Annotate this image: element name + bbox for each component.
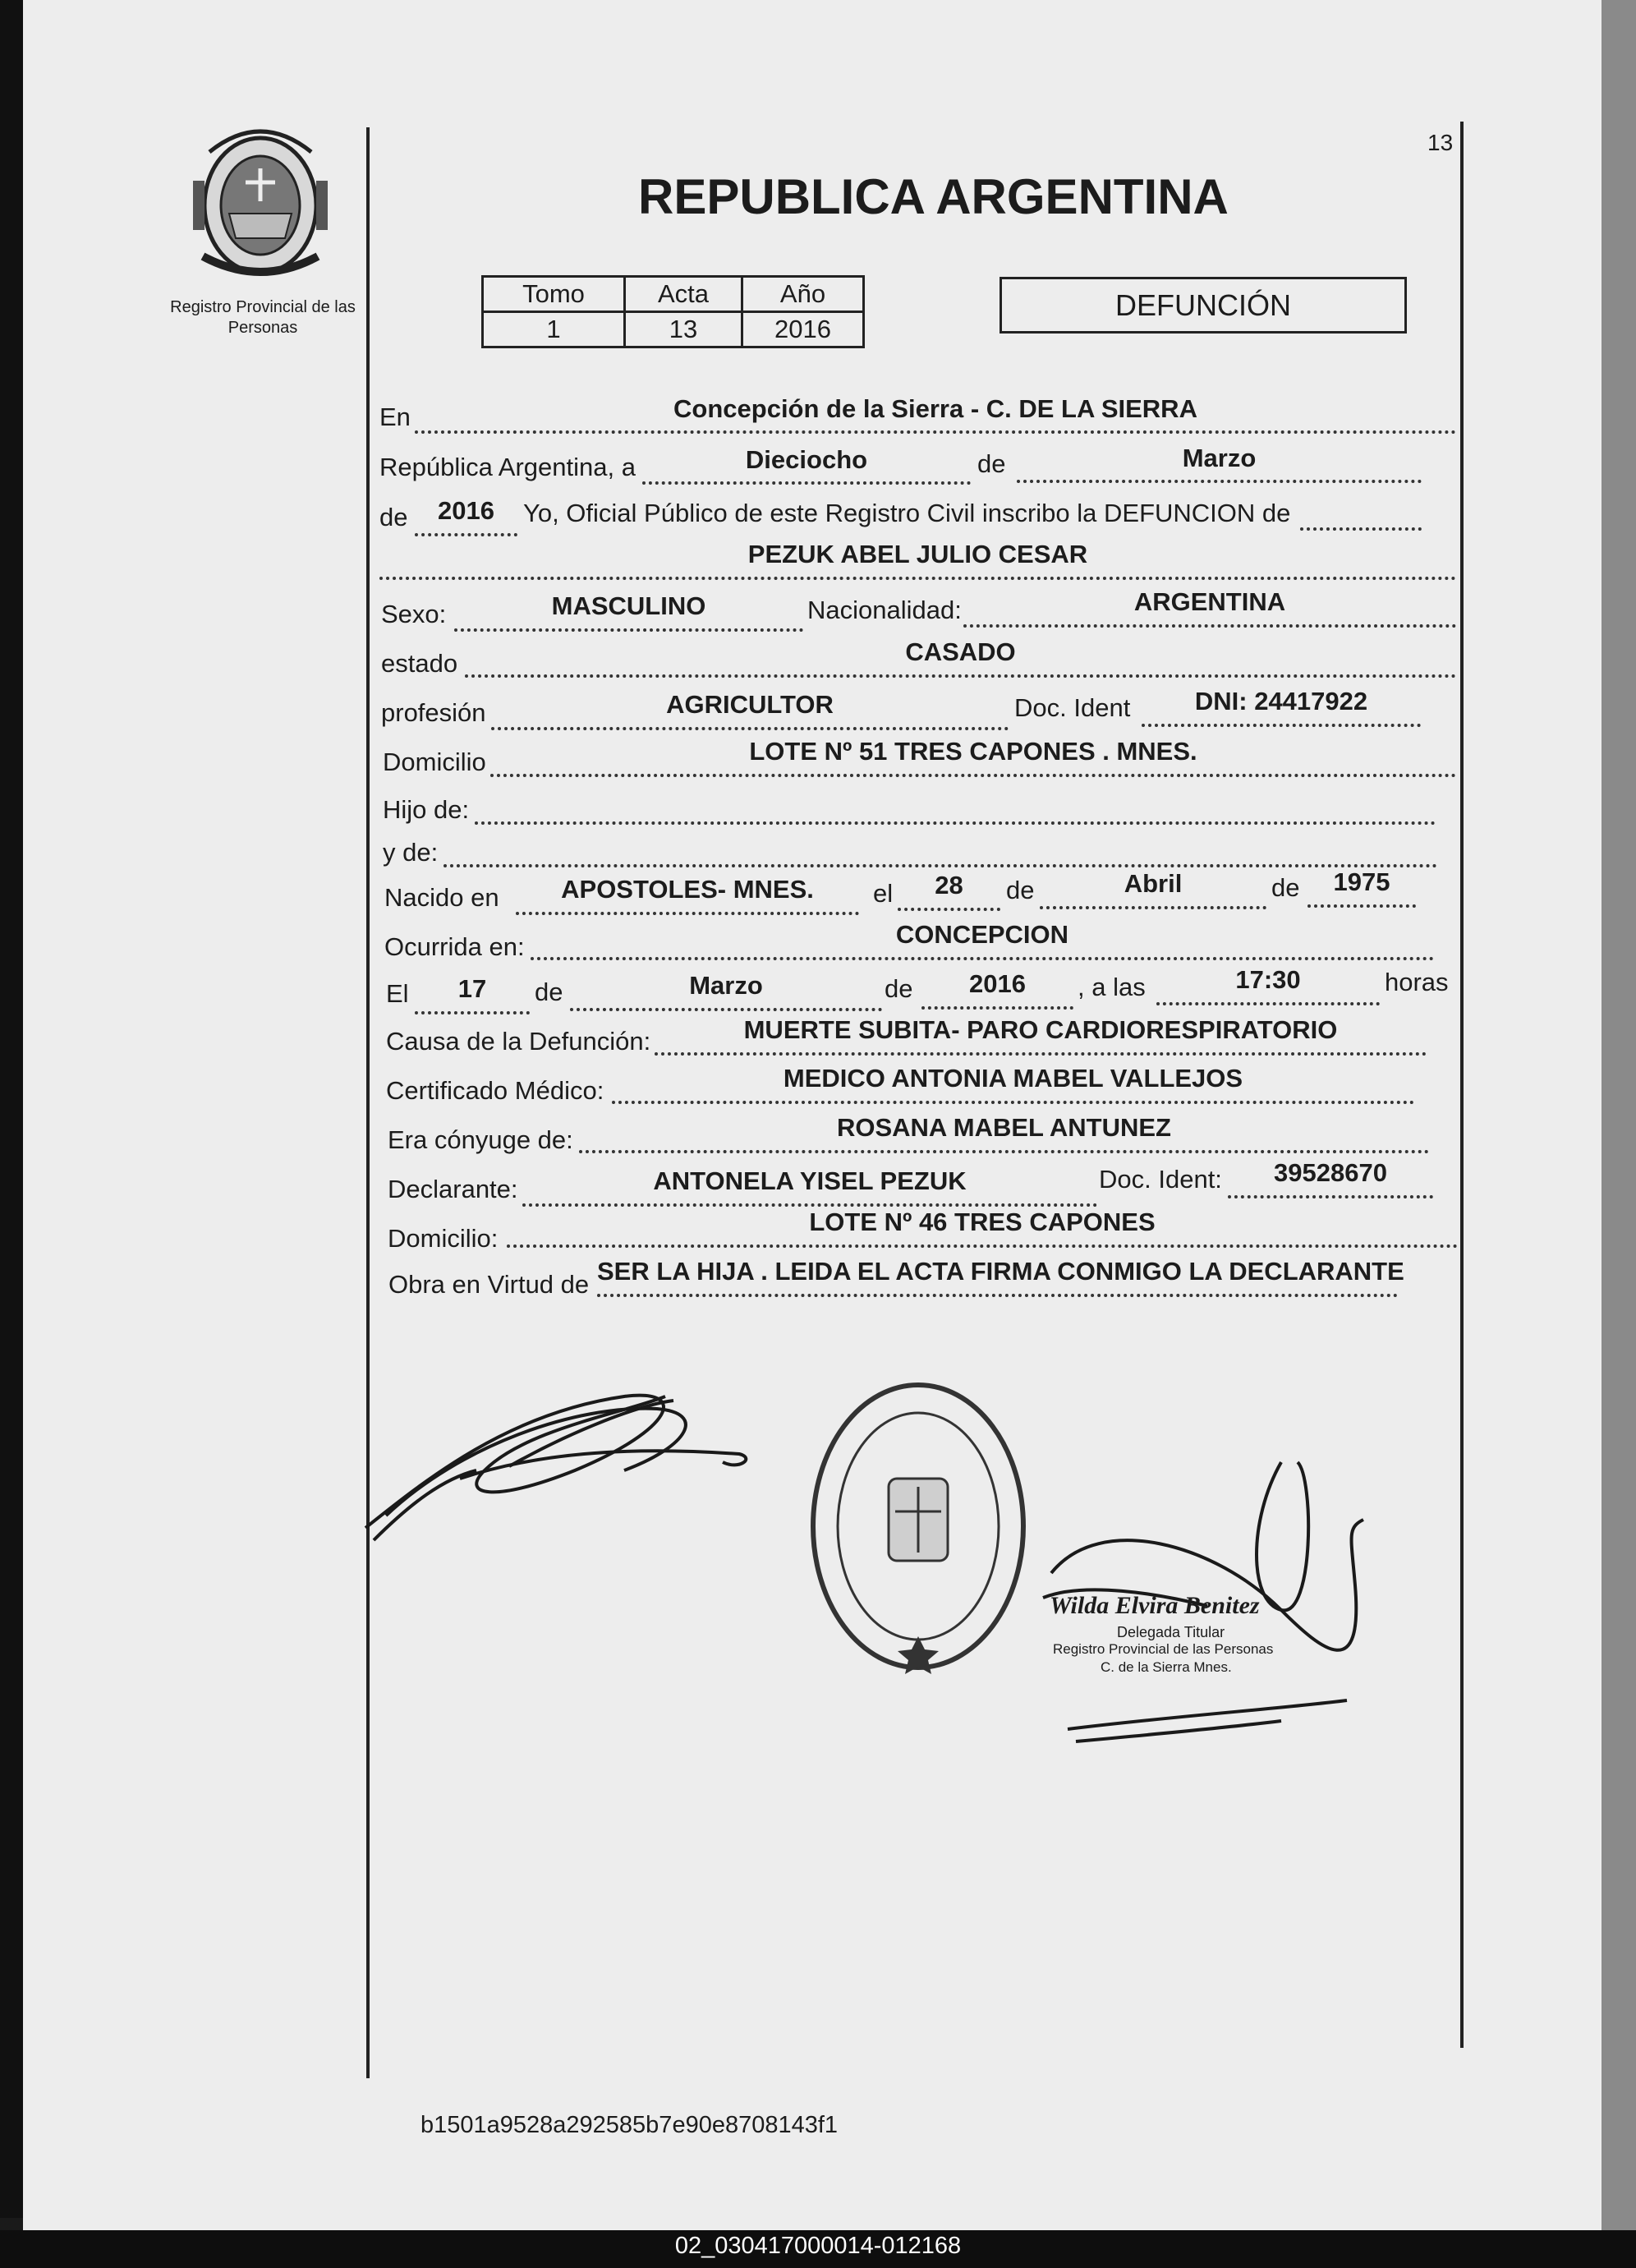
label-nacido-de2: de (1271, 873, 1300, 902)
page-number: 13 (1427, 130, 1454, 155)
value-declarante: ANTONELA YISEL PEZUK (522, 1166, 1097, 1207)
table-value-acta: 13 (625, 312, 742, 347)
table-value-anio: 2016 (742, 312, 864, 347)
value-domicilio-declarante: LOTE Nº 46 TRES CAPONES (507, 1208, 1458, 1248)
value-deceased-name: PEZUK ABEL JULIO CESAR (379, 540, 1456, 580)
label-en: En (379, 403, 411, 431)
label-domicilio: Domicilio (383, 748, 486, 776)
label-horas: horas (1385, 968, 1449, 996)
value-hora: 17:30 (1156, 965, 1380, 1005)
label-certificado: Certificado Médico: (386, 1076, 604, 1105)
value-doc-ident: DNI: 24417922 (1142, 687, 1421, 727)
record-type-box: DEFUNCIÓN (1000, 277, 1407, 334)
value-nacido-lugar: APOSTOLES- MNES. (516, 875, 859, 915)
value-en: Concepción de la Sierra - C. DE LA SIERRA (415, 394, 1456, 434)
label-anio: de (379, 503, 408, 531)
value-fecha-def-dia: 17 (415, 974, 530, 1014)
value-causa: MUERTE SUBITA- PARO CARDIORESPIRATORIO (655, 1015, 1427, 1056)
value-sexo: MASCULINO (454, 591, 803, 632)
label-y-de: y de: (383, 838, 439, 867)
label-domicilio-declarante: Domicilio: (388, 1224, 499, 1253)
value-domicilio: LOTE Nº 51 TRES CAPONES . MNES. (490, 737, 1456, 777)
value-anio: 2016 (415, 496, 517, 536)
value-estado: CASADO (465, 637, 1456, 678)
label-obra: Obra en Virtud de (388, 1270, 590, 1299)
round-stamp (813, 1385, 1023, 1674)
value-obra: SER LA HIJA . LEIDA EL ACTA FIRMA CONMIGO LA DECLARANTE (597, 1257, 1398, 1297)
value-fecha-day: Dieciocho (642, 445, 971, 485)
label-declarante-doc: Doc. Ident: (1099, 1165, 1222, 1194)
table-header-acta: Acta (625, 277, 742, 312)
official-stamp-registry: Registro Provincial de las Personas (1053, 1641, 1274, 1657)
value-declarante-doc: 39528670 (1228, 1158, 1433, 1198)
value-certificado: MEDICO ANTONIA MABEL VALLEJOS (612, 1064, 1414, 1104)
label-fecha-de: de (977, 449, 1006, 478)
label-hijo-de: Hijo de: (383, 795, 470, 824)
label-conyuge: Era cónyuge de: (388, 1125, 573, 1154)
value-nacionalidad: ARGENTINA (963, 587, 1456, 628)
scan-file-id: 02_030417000014-012168 (674, 2233, 962, 2259)
label-fecha: República Argentina, a (379, 453, 636, 481)
value-ocurrida-en: CONCEPCION (531, 920, 1434, 960)
label-nacionalidad: Nacionalidad: (807, 596, 962, 624)
table-value-tomo: 1 (483, 312, 625, 347)
label-causa: Causa de la Defunción: (386, 1027, 651, 1056)
table-header-tomo: Tomo (483, 277, 625, 312)
label-a-las: , a las (1078, 973, 1146, 1001)
label-nacido-el: el (873, 879, 894, 908)
value-nacido-dia: 28 (898, 871, 1000, 911)
label-doc-ident: Doc. Ident (1014, 693, 1131, 722)
official-stamp-place: C. de la Sierra Mnes. (1101, 1659, 1232, 1675)
value-conyuge: ROSANA MABEL ANTUNEZ (579, 1113, 1429, 1153)
label-declarante: Declarante: (388, 1175, 518, 1203)
label-fecha-def-de1: de (535, 978, 563, 1006)
document-hash: b1501a9528a292585b7e90e8708143f1 (420, 2112, 839, 2138)
value-nacido-anio: 1975 (1307, 867, 1416, 908)
label-sexo: Sexo: (381, 600, 447, 628)
label-nacido-de1: de (1006, 876, 1035, 904)
official-stamp-role: Delegada Titular (1117, 1624, 1225, 1640)
label-estado: estado (381, 649, 458, 678)
page-title: REPUBLICA ARGENTINA (638, 169, 1229, 224)
label-nacido-en: Nacido en (384, 883, 499, 912)
registry-caption: Registro Provincial de las Personas (170, 298, 356, 337)
table-header-anio: Año (742, 277, 864, 312)
declarant-signature (365, 1396, 746, 1540)
inscription-text: Yo, Oficial Público de este Registro Civil inscribo la DEFUNCION de (523, 499, 1291, 527)
value-fecha-def-mes: Marzo (570, 971, 882, 1011)
value-fecha-month: Marzo (1017, 444, 1422, 483)
label-profesion: profesión (381, 698, 486, 727)
value-profesion: AGRICULTOR (491, 690, 1009, 730)
label-fecha-def-el: El (386, 979, 409, 1008)
value-nacido-mes: Abril (1040, 869, 1266, 909)
value-fecha-def-anio: 2016 (921, 969, 1073, 1010)
official-stamp-name: Wilda Elvira Benitez (1050, 1592, 1260, 1619)
label-ocurrida-en: Ocurrida en: (384, 932, 525, 961)
label-fecha-def-de2: de (885, 974, 913, 1003)
